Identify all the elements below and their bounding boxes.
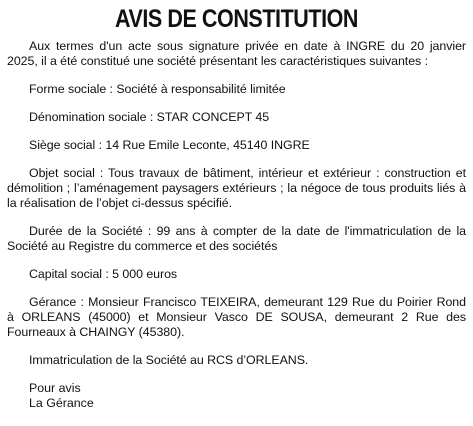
registered-office-line: Siège social : 14 Rue Emile Leconte, 45140 INGRE [29,138,310,152]
management-paragraph: Gérance : Monsieur Francisco TEIXEIRA, demeurant 129 Rue du Poirier Rond à ORLEANS (45000) et Monsieur Vasco DE SOUSA, demeurant 2 Rue des Fourneaux à CHAINGY (45380). [7,295,466,339]
duration-paragraph: Durée de la Société : 99 ans à compter de la date de l'immatriculation de la Société au Registre du commerce et des sociétés [7,224,466,253]
registration-line: Immatriculation de la Société au RCS d’ORLEANS. [29,353,309,367]
intro-paragraph: Aux termes d'un acte sous signature privée en date à INGRE du 20 janvier 2025, il a été constitué une société présentant les caractéristiques suivantes : [7,39,466,68]
share-capital-line: Capital social : 5 000 euros [29,267,178,281]
company-name-line: Dénomination sociale : STAR CONCEPT 45 [29,110,270,124]
legal-form-line: Forme sociale : Société à responsabilité limitée [29,82,286,96]
notice-title: AVIS DE CONSTITUTION [114,5,359,33]
corporate-purpose-paragraph: Objet social : Tous travaux de bâtiment, intérieur et extérieur : construction et démolition ; l’aménagement paysagers extérieurs ; la négoce de tous produits liés à la réalisation de l’objet ci-dessus spécifié. [7,166,466,210]
signoff-line-1: Pour avis [29,381,81,395]
signoff [7,381,466,411]
signoff-line-2: La Gérance [29,396,94,410]
